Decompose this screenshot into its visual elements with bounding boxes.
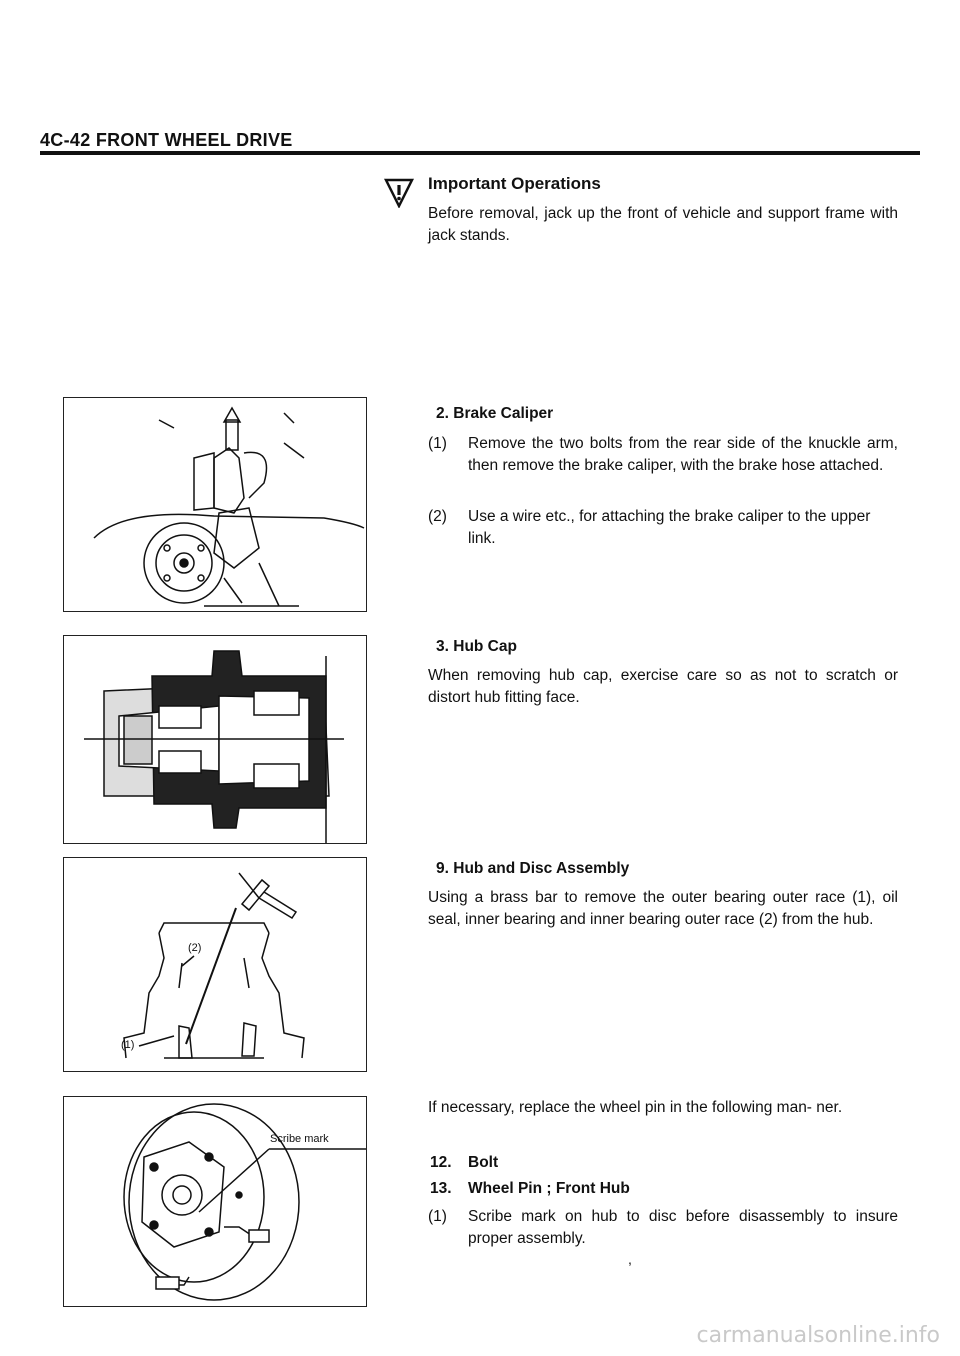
step-number: 2. — [436, 405, 449, 422]
step-title: Brake Caliper — [453, 405, 554, 422]
race-removal-illustration — [64, 858, 366, 1071]
stray-mark: , — [628, 1251, 632, 1267]
figure-hub-section — [63, 635, 367, 844]
brake-caliper-illustration — [64, 398, 366, 611]
step-2-heading — [436, 405, 553, 423]
important-intro: Before removal, jack up the front of vehicle and support frame with jack stands. — [428, 205, 898, 244]
step-title: Hub Cap — [453, 638, 517, 655]
callout-1: (1) — [121, 1039, 135, 1051]
figure-scribe-mark — [63, 1096, 367, 1307]
item-text: Remove the two bolts from the rear side of the knuckle arm, then remove the brake caliper, with the brake hose attached. — [468, 435, 898, 474]
step-title: Hub and Disc Assembly — [453, 860, 630, 877]
callout-2: (2) — [188, 942, 202, 954]
item-label: (1) — [428, 1208, 447, 1225]
step-number: 3. — [436, 638, 449, 655]
step-9-heading — [436, 860, 629, 878]
step-3-text: When removing hub cap, exercise care so as not to scratch or distort hub fitting face. — [428, 667, 898, 706]
page-header: 4C-42 FRONT WHEEL DRIVE — [40, 130, 293, 150]
step-12-title: Bolt — [468, 1154, 499, 1171]
item-label: (1) — [428, 435, 447, 452]
item-text: Scribe mark on hub to disc before disassembly to insure proper assembly. — [468, 1208, 898, 1247]
item-text: Use a wire etc., for attaching the brake caliper to the upper link. — [468, 508, 871, 547]
scribe-mark-illustration — [64, 1097, 366, 1306]
step-number: 9. — [436, 860, 449, 877]
step-3-heading — [436, 638, 517, 656]
step-9-text: Using a brass bar to remove the outer bearing outer race (1), oil seal, inner bearing and inner bearing outer race (2) from the hub. — [428, 889, 898, 928]
step-13-title: Wheel Pin ; Front Hub — [468, 1180, 630, 1197]
scribe-mark-label: Scribe mark — [270, 1133, 329, 1145]
wheel-pin-intro: If necessary, replace the wheel pin in the following man- ner. — [428, 1099, 843, 1116]
hub-section-illustration — [64, 636, 366, 843]
step-number: 13. — [430, 1180, 452, 1197]
figure-race-removal — [63, 857, 367, 1072]
watermark: carmanualsonline.info — [696, 1323, 940, 1348]
step-number: 12. — [430, 1154, 452, 1171]
header-rule — [40, 151, 920, 155]
item-label: (2) — [428, 508, 447, 525]
figure-brake-caliper — [63, 397, 367, 612]
warning-triangle-icon — [384, 178, 414, 208]
important-operations-title: Important Operations — [428, 174, 601, 193]
